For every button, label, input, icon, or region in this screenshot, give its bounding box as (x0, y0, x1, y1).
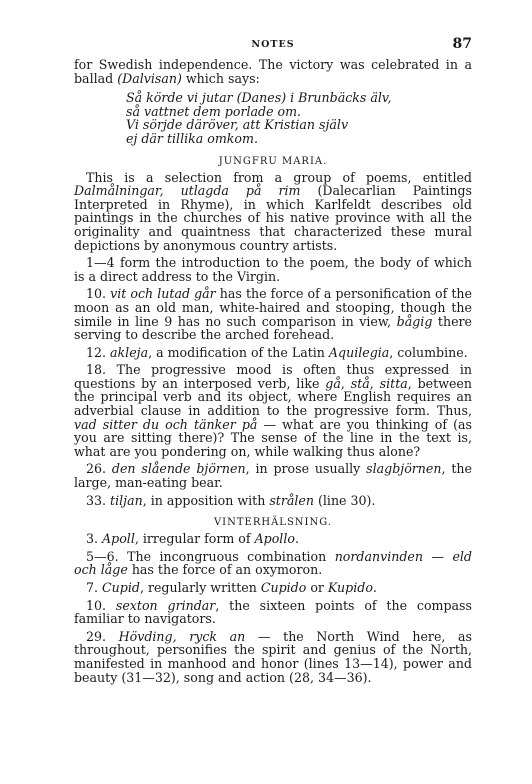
note-intro (74, 171, 472, 253)
note-5-6 (74, 550, 472, 577)
note-text: — the North Wind here, as throughout, personifies the spirit and genius of the North, manifested in manhood and honor (lines 13—14), power and beauty (31—32), song and action (28, 34—36). (74, 628, 472, 685)
note-number: 33. (86, 492, 107, 508)
note-33 (74, 494, 472, 508)
note-term: gå (325, 375, 341, 391)
note-term: Cupid (102, 580, 140, 595)
page-header (74, 36, 472, 58)
note-12 (74, 346, 472, 360)
section-title-jungfru-maria: JUNGFRU MARIA. (218, 155, 328, 167)
note-number: 18. (86, 362, 107, 378)
note-term: sitta (379, 375, 408, 391)
note-term: strålen (269, 492, 314, 508)
note-term: Apollo (254, 531, 295, 547)
note-text: has the force of a personification of the moon as an old man, white-haired and stooping, though the simile in line 9 has no such comparison in view, (74, 286, 472, 329)
note-18 (74, 363, 472, 458)
note-text: This is a selection from a group of poems, entitled (86, 169, 472, 185)
note-text: , the large, man-eating bear. (74, 461, 472, 491)
note-text: , in prose usually (245, 461, 367, 477)
note-text: . (372, 580, 377, 595)
note-text: The incongruous combination (127, 548, 335, 564)
note-10 (74, 287, 472, 341)
note-3 (74, 532, 472, 546)
note-text: , regularly written (139, 580, 261, 595)
ballad-title: (Dalvisan) (117, 70, 182, 86)
section-title-vinterhalsning: VINTERHÄLSNING. (213, 517, 333, 529)
note-text: , irregular form of (134, 531, 255, 547)
note-text: there serving to describe the arched forehead. (74, 313, 472, 343)
note-term: slagbjörnen (366, 461, 442, 477)
note-term: akleja (110, 344, 149, 360)
note-10b (74, 599, 472, 626)
note-term: sexton grindar (115, 597, 216, 613)
intro-text-end: which says: (181, 70, 260, 86)
note-term: Kupido (327, 580, 373, 595)
note-text: , (340, 375, 351, 391)
verse-line: ej där tillika omkom. (126, 130, 258, 146)
note-text: (line 30). (313, 492, 376, 508)
note-number: 3. (86, 531, 99, 547)
note-number: 29. (86, 628, 107, 644)
note-number: 12. (86, 344, 107, 360)
note-29 (74, 630, 472, 684)
note-term: vad sitter du och tänker på (74, 416, 258, 432)
note-number: 10. (86, 597, 107, 613)
note-number: 5—6. (86, 548, 119, 564)
note-term: Aquilegia (328, 344, 390, 360)
note-term: tiljan (110, 492, 143, 508)
note-1-4: 1—4 form the introduction to the poem, the body of which is a direct address to the Virgin. (74, 255, 472, 284)
verse-line: så vattnet dem porlade om. (126, 103, 302, 119)
page (74, 36, 472, 688)
note-text: or (306, 580, 328, 595)
intro-text: for Swedish independence. The victory was celebrated in a ballad (74, 57, 472, 86)
verse-line: Så körde vi jutar (Danes) i Brunbäcks älv, (126, 90, 392, 106)
note-text: The progressive mood is often thus expressed in questions by an interposed verb, like (74, 362, 472, 391)
note-26 (74, 462, 472, 489)
note-term: Apoll (102, 531, 135, 547)
note-term: nordanvinden — eld och låge (74, 548, 472, 578)
note-term: stå (350, 375, 370, 391)
note-text: , a modification of the Latin (148, 344, 329, 360)
page-number: 87 (452, 36, 472, 52)
note-number: 7. (86, 580, 99, 595)
note-text: (Dalecarlian Paintings Interpreted in Rhyme), in which Karlfeldt describes old paintings in the churches of his native province with all the originality and quaintness that characterized these mural depictions by anonymous country artists. (74, 183, 472, 253)
note-text: — what are you thinking of (as you are sitting there)? The sense of the line in the text is, what are you pondering on, while walking thus alone? (74, 416, 473, 459)
note-text: . (294, 531, 299, 547)
running-head: NOTES (251, 39, 295, 50)
note-term: vit och lutad går (110, 286, 216, 302)
intro-paragraph (74, 58, 472, 85)
note-text: has the force of an oxymoron. (127, 562, 323, 578)
verse-line: Vi sörjde däröver, att Kristian själv (126, 117, 349, 133)
note-term: Hövding, ryck an (118, 628, 246, 644)
verse-quote (126, 91, 472, 145)
note-number: 10. (86, 286, 107, 302)
note-term: Dalmålningar, utlagda på rim (74, 183, 301, 199)
note-text: , between the principal verb and its object, where English requires an adverbial clause in addition to the progressive form. Thus, (74, 375, 472, 419)
note-term: bågig (396, 313, 433, 329)
note-7 (74, 581, 472, 595)
note-term: den slående björnen (111, 461, 246, 477)
note-term: Cupido (260, 580, 307, 595)
note-text: , (369, 375, 380, 391)
note-number: 26. (86, 461, 107, 477)
note-text: , the sixteen points of the compass familiar to navigators. (74, 597, 472, 627)
note-text: , in apposition with (142, 492, 270, 508)
note-text: , columbine. (389, 344, 468, 360)
